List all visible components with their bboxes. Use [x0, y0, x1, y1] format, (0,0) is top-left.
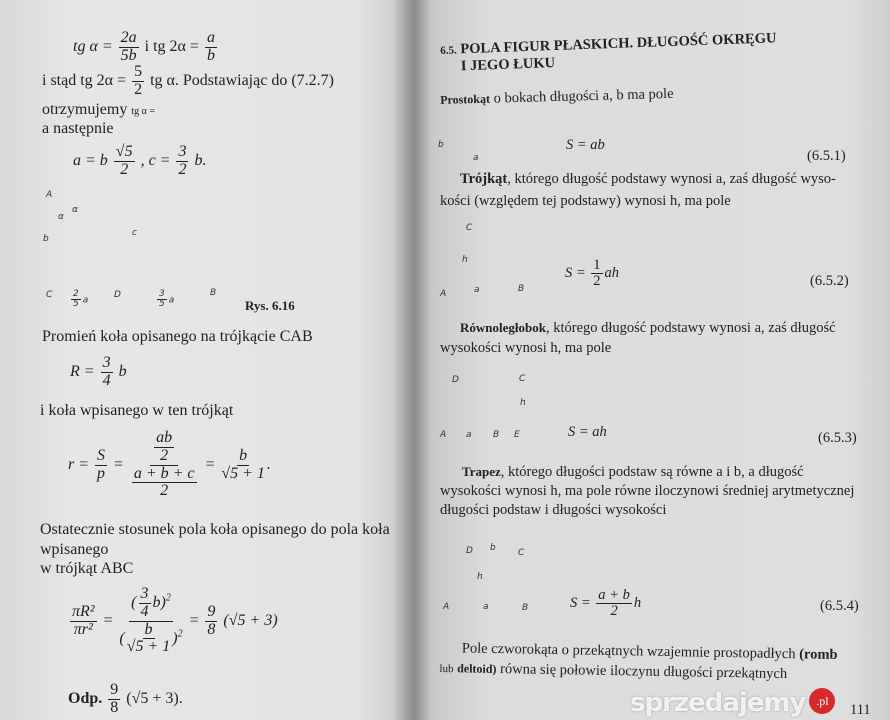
- formula: S = ab: [566, 137, 605, 153]
- label-a-vertex: A: [440, 430, 447, 440]
- page-number: 111: [850, 702, 871, 718]
- paragraph-rhombus: Pole czworokąta o przekątnych wzajemnie prostopadłych (romb lub deltoid) równa się połowie iloczynu długości przekątnych: [439, 640, 838, 683]
- figure-caption: Rys. 6.16: [245, 298, 295, 313]
- text-line: Ostatecznie stosunek pola koła opisanego do pola koła wpisanego: [40, 521, 390, 558]
- label-b: b: [438, 140, 444, 150]
- label-a: a: [473, 153, 479, 163]
- label-h: h: [520, 398, 526, 408]
- label-h: h: [477, 572, 483, 582]
- right-angle-mark: [56, 276, 66, 286]
- bisector: [56, 197, 109, 286]
- text-line: Prostokąt o bokach długości a, b ma pole: [440, 85, 674, 107]
- label-b-vertex: B: [518, 284, 525, 294]
- equation-number: (6.5.2): [810, 273, 849, 289]
- label-a-vertex: A: [443, 602, 450, 612]
- label-c: C: [466, 223, 473, 233]
- eq-text: i tg 2α =: [144, 37, 199, 55]
- equation-r-circumscribed: R = $\frac{3}{4}$ b: [70, 354, 127, 389]
- label-alpha: α: [58, 212, 64, 222]
- label-db: $\frac{3}{5}$ a: [159, 289, 175, 310]
- text-line: i stąd tg 2α = $\frac{5}{2}$ tg α. Podstawiając do (7.2.7) otrzymujemy tg α =: [42, 63, 334, 118]
- label-vertex-c: C: [46, 290, 53, 300]
- equation-number: (6.5.4): [820, 598, 859, 614]
- label-a: a: [483, 602, 489, 612]
- label-b: b: [490, 543, 496, 553]
- label-b-vertex: B: [493, 430, 500, 440]
- answer: Odp. $\frac{9}{8}$ (√5 + 3).: [68, 681, 183, 716]
- triangle-cab: [56, 197, 210, 286]
- equation-a-c: a = b $\frac{√5}{2}$ , c = $\frac{3}{2}$ b.: [73, 143, 207, 178]
- text-line: w trójkąt ABC: [40, 560, 134, 577]
- watermark: sprzedajemy .pl: [630, 688, 835, 718]
- equation-number: (6.5.1): [807, 148, 846, 164]
- label-a-vertex: A: [440, 289, 447, 299]
- incenter: [87, 253, 91, 257]
- label-b-vertex: B: [522, 603, 529, 613]
- text-line: a następnie: [42, 120, 114, 137]
- fraction: $\frac{2a}{5b}$: [120, 29, 137, 64]
- label-d: D: [466, 546, 473, 556]
- fraction: $\frac{5}{2}$: [134, 63, 143, 98]
- label-b: b: [43, 234, 49, 244]
- label-cd: $\frac{2}{5}$ a: [73, 289, 89, 310]
- paragraph-triangle: Trójkąt, którego długość podstawy wynosi a, zaś długość wyso- kości (względem tej podstawy) wynosi h, ma pole: [440, 171, 836, 209]
- section-heading: 6.5. POLA FIGUR PŁASKICH. DŁUGOŚĆ OKRĘGU I JEGO ŁUKU: [440, 30, 777, 75]
- label-a: A: [46, 190, 53, 200]
- label-a: a: [466, 430, 472, 440]
- equation-ratio: $\frac{\text{πR²}}{\text{πr²}}$ = ( $\frac{3}{4}$ b)$^2$ ( $\frac{b}{√5 + 1}$ )$^2$ = $\frac{9}{8}$ (√5 + 3): [72, 585, 278, 656]
- label-vertex-b: B: [210, 288, 217, 298]
- text-line: i koła wpisanego w ten trójkąt: [40, 402, 234, 419]
- label-alpha: α: [72, 205, 78, 215]
- label-a: a: [474, 285, 480, 295]
- text-line: Promień koła opisanego na trójkącie CAB: [42, 328, 313, 345]
- label-d: D: [452, 375, 459, 385]
- fraction: $\frac{a}{b}$: [206, 29, 215, 64]
- label-c: C: [518, 548, 525, 558]
- formula: S = $\frac{a + b}{2}$ h: [570, 587, 642, 620]
- label-c: c: [132, 228, 137, 238]
- equation-tg-alpha: [73, 30, 219, 65]
- formula: S = ah: [568, 424, 607, 440]
- label-h: h: [462, 255, 468, 265]
- paragraph-trapezoid: Trapez, którego długości podstaw są równe a i b, a długość wysokości wynosi h, ma pole równe iloczynowi średniej arytmetycznej długości podstaw i długości wysokości: [440, 464, 855, 518]
- label-e: E: [514, 430, 520, 440]
- eq-text: tg α =: [73, 37, 113, 55]
- equation-r-inscribed: r = $\frac{S}{p}$ = $\frac{\frac{ab}{2}}{\frac{a + b + c}{2}}$ = $\frac{b}{√5 + 1}$ .: [68, 429, 271, 500]
- label-d: D: [114, 290, 121, 300]
- label-c: C: [519, 374, 526, 384]
- paragraph-parallelogram: Równoległobok, którego długość podstawy wynosi a, zaś długość wysokości wynosi h, ma pole: [440, 320, 836, 356]
- equation-number: (6.5.3): [818, 430, 857, 446]
- formula: S = $\frac{1}{2}$ ah: [565, 257, 620, 290]
